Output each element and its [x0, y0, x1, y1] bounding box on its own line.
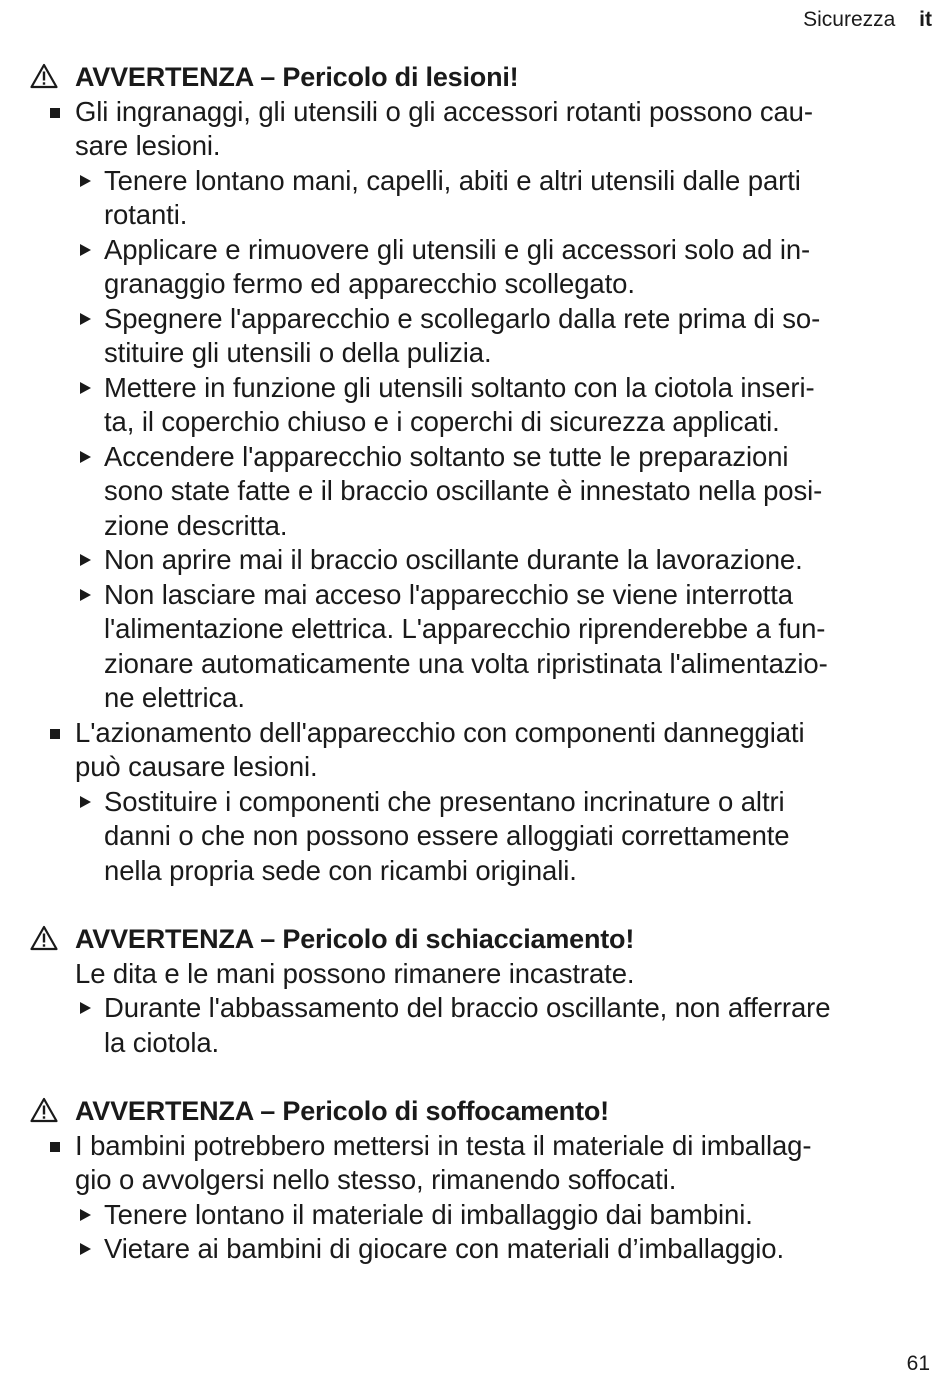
triangle-arrow-icon [80, 554, 91, 566]
warning-title-text: AVVERTENZA – Pericolo di schiacciamento! [75, 924, 635, 954]
triangle-arrow-icon [80, 1243, 91, 1255]
triangle-arrow-icon [80, 244, 91, 256]
text-line: la ciotola. [104, 1026, 220, 1058]
text-line: nella propria sede con ricambi originali. [104, 854, 577, 886]
page-header [803, 8, 932, 32]
text-line: Non aprire mai il braccio oscillante durante la lavorazione. [104, 544, 803, 575]
text-line: Mettere in funzione gli utensili soltanto con la ciotola inseri- [104, 371, 815, 403]
text-line: Gli ingranaggi, gli utensili o gli accessori rotanti possono cau- [75, 95, 813, 127]
text-line: sare lesioni. [75, 130, 221, 161]
warning-title [28, 922, 933, 957]
text-line: L'azionamento dell'apparecchio con componenti danneggiati [75, 716, 805, 748]
text-line: Tenere lontano il materiale di imballaggio dai bambini. [104, 1198, 753, 1230]
header-language-code: it [919, 8, 932, 31]
text-line: Sostituire i componenti che presentano incrinature o altri [104, 785, 785, 817]
text-line: Non lasciare mai acceso l'apparecchio se viene interrotta [104, 578, 793, 610]
bullet-item [28, 1129, 933, 1198]
bullet-item [28, 716, 933, 785]
page-number: 61 [906, 1352, 930, 1375]
text-line: ne elettrica. [104, 682, 245, 713]
triangle-arrow-icon [80, 796, 91, 808]
text-line: granaggio fermo ed apparecchio scollegato. [104, 268, 635, 299]
warning-title-text: AVVERTENZA – Pericolo di soffocamento! [75, 1096, 609, 1126]
step-item [28, 1232, 933, 1267]
warning-intro: Le dita e le mani possono rimanere incastrate. [75, 957, 635, 989]
text-line: Tenere lontano mani, capelli, abiti e altri utensili dalle parti [104, 164, 801, 196]
text-line: Durante l'abbassamento del braccio oscillante, non afferrare [104, 992, 831, 1023]
step-item [28, 371, 933, 440]
warning-suffocation [28, 1094, 933, 1267]
triangle-arrow-icon [80, 382, 91, 394]
text-line: Vietare ai bambini di giocare con materiali d’imballaggio. [104, 1233, 785, 1264]
text-line: zionare automaticamente una volta ripristinata l'alimentazio- [104, 647, 828, 679]
text-line: ta, il coperchio chiuso e i coperchi di sicurezza applicati. [104, 406, 780, 437]
text-line: l'alimentazione elettrica. L'apparecchio riprenderebbe a fun- [104, 613, 826, 644]
square-bullet-icon [50, 108, 60, 118]
warning-crushing [28, 922, 933, 1060]
square-bullet-icon [50, 1142, 60, 1152]
step-item [28, 578, 933, 716]
step-item [28, 164, 933, 233]
step-item [28, 991, 933, 1060]
warning-title [28, 60, 933, 95]
header-section-title: Sicurezza [803, 8, 896, 31]
warning-triangle-icon [30, 63, 58, 89]
text-line: Applicare e rimuovere gli utensili e gli accessori solo ad in- [104, 233, 811, 265]
text-line: rotanti. [104, 199, 188, 230]
step-item [28, 302, 933, 371]
step-item [28, 1198, 933, 1233]
page-content [28, 60, 933, 1301]
warning-title [28, 1094, 933, 1129]
triangle-arrow-icon [80, 589, 91, 601]
square-bullet-icon [50, 729, 60, 739]
triangle-arrow-icon [80, 1002, 91, 1014]
step-item [28, 543, 933, 578]
triangle-arrow-icon [80, 1209, 91, 1221]
text-line: zione descritta. [104, 509, 288, 541]
warning-triangle-icon [30, 925, 58, 951]
bullet-item [28, 95, 933, 164]
text-line: stituire gli utensili o della pulizia. [104, 337, 492, 368]
warning-injury [28, 60, 933, 888]
step-item [28, 785, 933, 889]
triangle-arrow-icon [80, 451, 91, 463]
step-item [28, 233, 933, 302]
text-line: può causare lesioni. [75, 751, 318, 782]
step-item [28, 440, 933, 544]
text-line: Spegnere l'apparecchio e scollegarlo dalla rete prima di so- [104, 302, 821, 334]
text-line: gio o avvolgersi nello stesso, rimanendo soffocati. [75, 1164, 677, 1195]
text-line: I bambini potrebbero mettersi in testa il materiale di imballag- [75, 1129, 812, 1161]
triangle-arrow-icon [80, 313, 91, 325]
text-line: sono state fatte e il braccio oscillante è innestato nella posi- [104, 475, 823, 506]
warning-title-text: AVVERTENZA – Pericolo di lesioni! [75, 62, 519, 92]
triangle-arrow-icon [80, 175, 91, 187]
text-line: danni o che non possono essere alloggiati correttamente [104, 820, 790, 851]
warning-triangle-icon [30, 1097, 58, 1123]
text-line: Accendere l'apparecchio soltanto se tutte le preparazioni [104, 440, 789, 472]
